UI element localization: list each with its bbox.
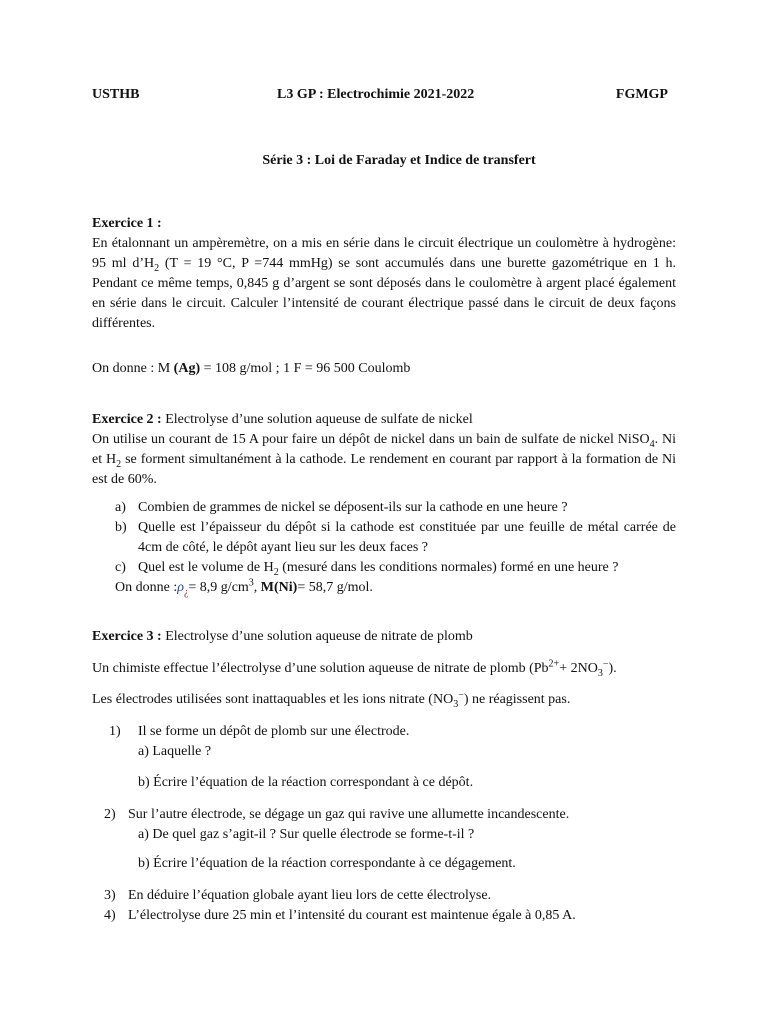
ex2-text-a: On utilise un courant de 15 A pour faire un dépôt de nickel dans un bain de sulfate de nickel NiSO — [92, 432, 650, 447]
ex3-line1-b: + 2NO — [559, 661, 598, 676]
exercise-2-heading — [92, 410, 676, 430]
ex2-text-b: . Ni et H — [92, 432, 676, 467]
ex2-question-a — [92, 498, 676, 518]
ex2-question-b — [92, 518, 676, 558]
exercise-2-questions — [92, 498, 676, 598]
ex3-q4-marker: 4) — [104, 908, 116, 923]
ex2-given-rho-sub: ¿ — [183, 586, 189, 598]
ex2-sub-4: 4 — [649, 438, 655, 450]
ex2-given — [92, 578, 676, 598]
ex2-text-c: se forment simultanément à la cathode. Le rendement en courant par rapport à la formation de Ni est de 60%. — [92, 452, 676, 487]
ex3-q2a-text: a) De quel gaz s’agit-il ? Sur quelle électrode se forme-t-il ? — [138, 827, 475, 842]
ex2-given-d: = 58,7 g/mol. — [297, 580, 373, 595]
ex2-question-c-a: Quel est le volume de H — [138, 560, 274, 575]
exercise-2-subtitle: Electrolyse d’une solution aqueuse de sulfate de nickel — [161, 412, 473, 427]
ex3-line1-c: ). — [608, 661, 617, 676]
ex2-question-c-sub: 2 — [273, 566, 279, 578]
ex3-line1-sup2: − — [602, 658, 609, 670]
ex2-given-b: = 8,9 g/cm — [188, 580, 249, 595]
ex3-question-2b — [92, 854, 676, 874]
ex3-q3-marker: 3) — [104, 888, 116, 903]
ex2-given-c: , — [253, 580, 261, 595]
exercise-2-statement — [92, 430, 676, 490]
series-title: Série 3 : Loi de Faraday et Indice de transfert — [262, 153, 536, 168]
ex3-q1b-text: b) Écrire l’équation de la réaction correspondant à ce dépôt. — [138, 775, 474, 790]
ex2-question-c-marker: c) — [115, 560, 126, 575]
exercise-3-heading — [92, 627, 676, 647]
exercise-1-given — [92, 359, 676, 379]
ex3-q1a-text: a) Laquelle ? — [138, 744, 212, 759]
ex3-line1-sub: 3 — [597, 667, 603, 679]
ex3-question-4 — [92, 906, 676, 926]
ex1-text-b: (T = 19 °C, P =744 mmHg) se sont accumulés dans une burette gazométrique en 1 h. Pendant ce même temps, 0,845 g d’argent se sont déposés dans le coulomètre à argent placé également en série dans le circuit. Calculer l’intensité de courant électrique passé dans le circuit de deux façons différentes. — [92, 256, 676, 331]
ex3-question-2 — [92, 805, 676, 845]
ex3-line-1 — [92, 659, 676, 679]
ex1-given-a: On donne : M — [92, 361, 174, 376]
ex2-given-a: On donne : — [115, 580, 178, 595]
ex3-line2-b: ) ne réagissent pas. — [463, 692, 571, 707]
ex3-question-3 — [92, 886, 676, 906]
ex3-q4-text: L’électrolyse dure 25 min et l’intensité du courant est maintenue égale à 0,85 A. — [128, 908, 576, 923]
ex2-question-a-text: Combien de grammes de nickel se déposent-ils sur la cathode en une heure ? — [138, 500, 568, 515]
header-university: USTHB — [92, 87, 140, 102]
ex2-question-b-marker: b) — [115, 520, 127, 535]
ex3-q1-text: Il se forme un dépôt de plomb sur une électrode. — [138, 724, 410, 739]
ex3-q2b-text: b) Écrire l’équation de la réaction correspondante à ce dégagement. — [138, 856, 516, 871]
ex3-line-2 — [92, 690, 676, 710]
exercise-1-statement — [92, 234, 676, 334]
exercise-2 — [92, 410, 676, 490]
ex1-text-a: En étalonnant un ampèremètre, on a mis en série dans le circuit électrique un coulomètre à hydrogène: 95 ml d’H — [92, 236, 676, 271]
ex2-question-b-text: Quelle est l’épaisseur du dépôt si la cathode est constituée par une feuille de métal carrée de 4cm de côté, le dépôt ayant lieu sur les deux faces ? — [138, 520, 676, 555]
ex3-question-1 — [92, 722, 676, 762]
ex3-line2-a: Les électrodes utilisées sont inattaquables et les ions nitrate (NO — [92, 692, 454, 707]
ex2-given-rho: ρ — [177, 580, 184, 595]
page-header — [92, 85, 676, 105]
exercise-1-title: Exercice 1 : — [92, 216, 162, 231]
ex3-line2-sub: 3 — [453, 698, 459, 710]
exercise-2-title: Exercice 2 : — [92, 412, 162, 427]
ex2-question-c — [92, 558, 676, 578]
exercise-3-title: Exercice 3 : — [92, 629, 162, 644]
exercise-1 — [92, 214, 676, 334]
ex3-q2-marker: 2) — [104, 807, 116, 822]
exercise-3-subtitle: Electrolyse d’une solution aqueuse de nitrate de plomb — [161, 629, 473, 644]
ex3-q3-text: En déduire l’équation globale ayant lieu lors de cette électrolyse. — [128, 888, 492, 903]
ex1-subscript: 2 — [154, 262, 160, 274]
ex3-q2-text: Sur l’autre électrode, se dégage un gaz qui ravive une allumette incandescente. — [128, 807, 570, 822]
ex3-q1-marker: 1) — [109, 724, 121, 739]
ex3-question-1b — [92, 773, 676, 793]
ex2-given-mni: M(Ni) — [260, 580, 298, 595]
ex1-given-ag: (Ag) — [173, 361, 201, 376]
exercise-3 — [92, 627, 676, 647]
ex2-question-c-b: (mesuré dans les conditions normales) formé en une heure ? — [278, 560, 619, 575]
ex2-sub-2: 2 — [116, 458, 122, 470]
ex2-question-a-marker: a) — [115, 500, 126, 515]
header-course: L3 GP : Electrochimie 2021-2022 — [277, 87, 475, 102]
ex2-given-sup3: 3 — [248, 577, 254, 589]
ex1-given-c: = 108 g/mol ; 1 F = 96 500 Coulomb — [200, 361, 411, 376]
ex3-line1-sup: 2+ — [548, 658, 560, 670]
ex3-line2-sup: − — [458, 689, 464, 701]
header-faculty: FGMGP — [615, 87, 668, 102]
ex3-line1-a: Un chimiste effectue l’électrolyse d’une solution aqueuse de nitrate de plomb (Pb — [92, 661, 549, 676]
